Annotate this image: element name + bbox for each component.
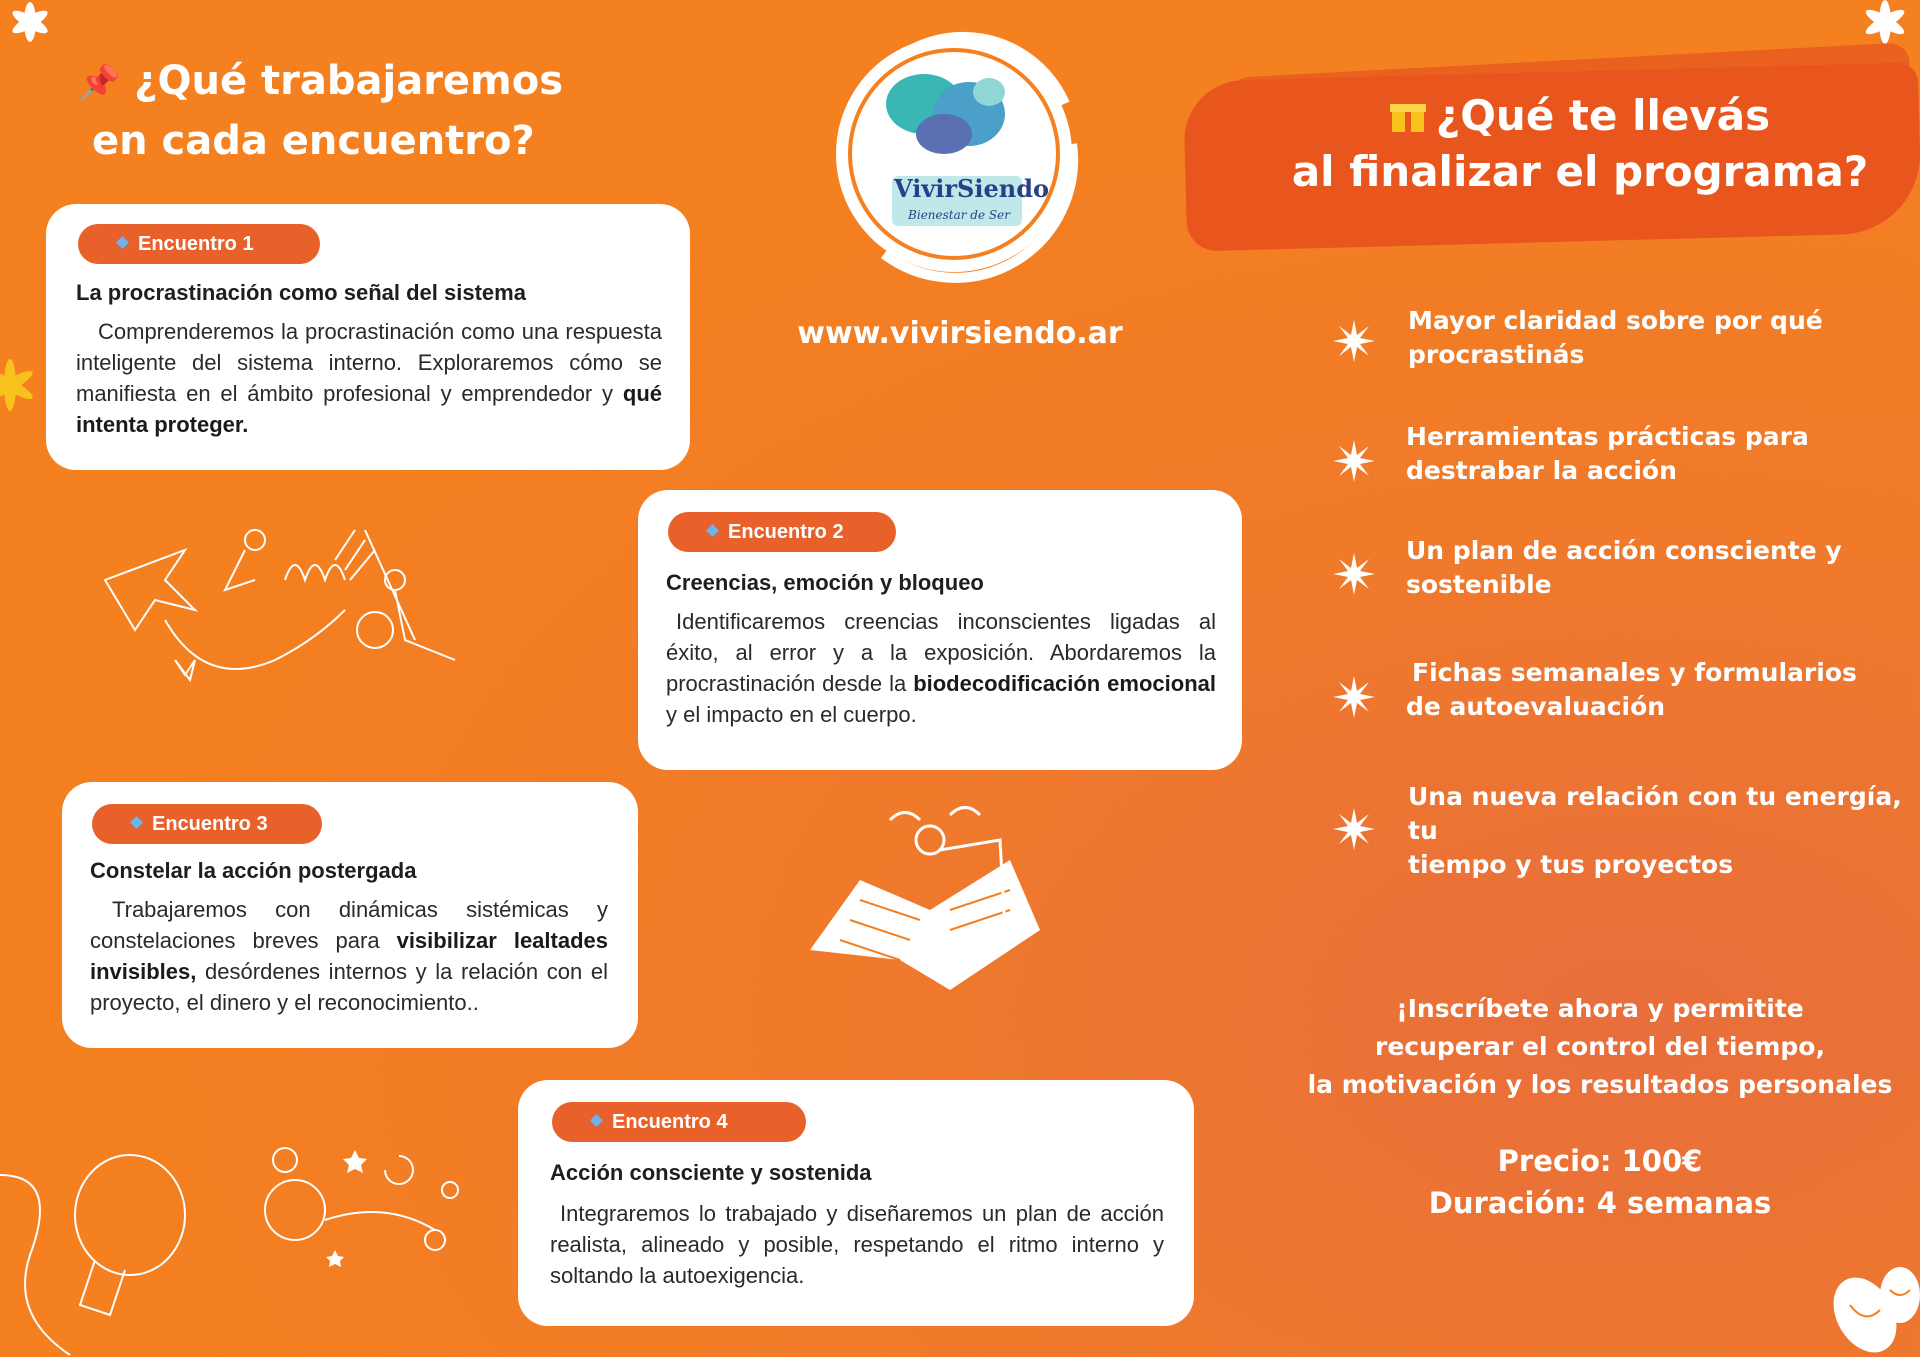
description-text: Comprenderemos la procrastinación como una respuesta inteligente del sistema interno. Exploraremos cómo se manifiesta en el ámbito profesional y emprendedor y (76, 319, 662, 406)
encuentro-description (666, 606, 1216, 730)
benefit-text: Herramientas prácticas para (1406, 422, 1809, 451)
cta-line: ¡Inscríbete ahora y permitite (1396, 994, 1804, 1023)
encuentro-title: Creencias, emoción y bloqueo (666, 570, 984, 595)
description-text-end: y el impacto en el cuerpo. (666, 702, 917, 727)
duration-text: Duración: 4 semanas (1428, 1186, 1772, 1220)
benefit-text: Un plan de acción consciente y (1406, 536, 1842, 565)
encuentro-title: La procrastinación como señal del sistema (76, 280, 526, 305)
encuentro-card-4 (518, 1080, 1194, 1326)
benefit-text: sostenible (1406, 570, 1552, 599)
gift-icon (1390, 98, 1426, 132)
pushpin-icon: 📌 (78, 63, 121, 103)
encuentro-title: Constelar la acción postergada (90, 858, 417, 883)
encuentro-card-2 (638, 490, 1242, 770)
faces-stars-doodle-illustration (255, 1140, 475, 1270)
description-text: Trabajaremos con dinámicas sistémicas y constelaciones breves para (90, 897, 608, 953)
lightbulb-doodle-icon (0, 1135, 200, 1357)
encuentro-label: Encuentro 3 (152, 813, 268, 835)
encuentro-description (90, 894, 608, 1018)
section-heading-benefits (1200, 88, 1920, 200)
encuentro-badge (92, 804, 322, 844)
encuentro-badge (78, 224, 320, 264)
heading-line-2: al finalizar el programa? (1291, 147, 1869, 196)
vivirsiendo-logo (824, 14, 1096, 286)
diamond-icon (706, 524, 719, 537)
heading-line-2: en cada encuentro? (92, 118, 535, 164)
encuentro-label: Encuentro 4 (612, 1111, 728, 1133)
benefit-text: de autoevaluación (1406, 692, 1666, 721)
celebration-doodle-illustration (95, 520, 465, 700)
description-text: Integraremos lo trabajado y diseñaremos un plan de acción realista, alineado y posible, respetando el ritmo interno y soltando la autoexigencia. (550, 1201, 1164, 1288)
encuentro-badge (552, 1102, 806, 1142)
flower-decoration-icon (0, 0, 70, 55)
logo-tagline: Bienestar de Ser (908, 208, 1010, 222)
encuentro-card-1 (46, 204, 690, 470)
cta-line: recuperar el control del tiempo, (1375, 1032, 1825, 1061)
logo-name: VivirSiendo (894, 174, 1049, 203)
call-to-action (1300, 990, 1900, 1104)
benefit-text: destrabar la acción (1406, 456, 1677, 485)
yellow-flower-icon (0, 350, 40, 420)
encuentro-label: Encuentro 1 (138, 233, 254, 255)
benefit-text: tiempo y tus proyectos (1408, 850, 1734, 879)
description-bold: biodecodificación emocional (913, 671, 1216, 696)
heading-line-1: ¿Qué te llevás (1435, 91, 1771, 140)
diamond-icon (116, 236, 129, 249)
encuentro-badge (668, 512, 896, 552)
price-info (1300, 1140, 1900, 1224)
heading-line-1: ¿Qué trabajaremos (134, 58, 564, 104)
benefit-text: procrastinás (1408, 340, 1585, 369)
website-link[interactable]: www.vivirsiendo.ar (797, 316, 1123, 351)
encuentro-description (550, 1198, 1164, 1291)
diamond-icon (130, 816, 143, 829)
description-bold: visibilizar lealtades invisibles, (90, 928, 609, 984)
benefit-text: Una nueva relación con tu energía, tu (1408, 782, 1902, 845)
description-bold: qué intenta proteger. (76, 381, 662, 437)
flowers-corner-doodle-icon (1805, 1255, 1920, 1357)
encuentro-label: Encuentro 2 (728, 521, 844, 543)
diamond-icon (590, 1114, 603, 1127)
cta-line: la motivación y los resultados personales (1307, 1070, 1893, 1099)
encuentro-description (76, 316, 662, 440)
benefit-text: Mayor claridad sobre por qué (1408, 306, 1823, 335)
sparkle-star-icon (1333, 320, 1375, 362)
price-text: Precio: 100€ (1497, 1144, 1703, 1178)
description-text: Identificaremos creencias inconscientes ligadas al éxito, al error y a la exposición. Abordaremos la procrastinación desde la (666, 609, 1216, 696)
sparkle-star-icon (1333, 808, 1375, 850)
description-text-end: desórdenes internos y la relación con el proyecto, el dinero y el reconocimiento.. (90, 959, 608, 1015)
sparkle-star-icon (1333, 676, 1375, 718)
section-heading-sessions (78, 52, 563, 170)
sparkle-star-icon (1333, 553, 1375, 595)
sparkle-star-icon (1333, 440, 1375, 482)
encuentro-title: Acción consciente y sostenida (550, 1160, 872, 1185)
benefit-text: Fichas semanales y formularios (1412, 658, 1857, 687)
reading-girl-book-illustration (800, 800, 1060, 1000)
encuentro-card-3 (62, 782, 638, 1048)
